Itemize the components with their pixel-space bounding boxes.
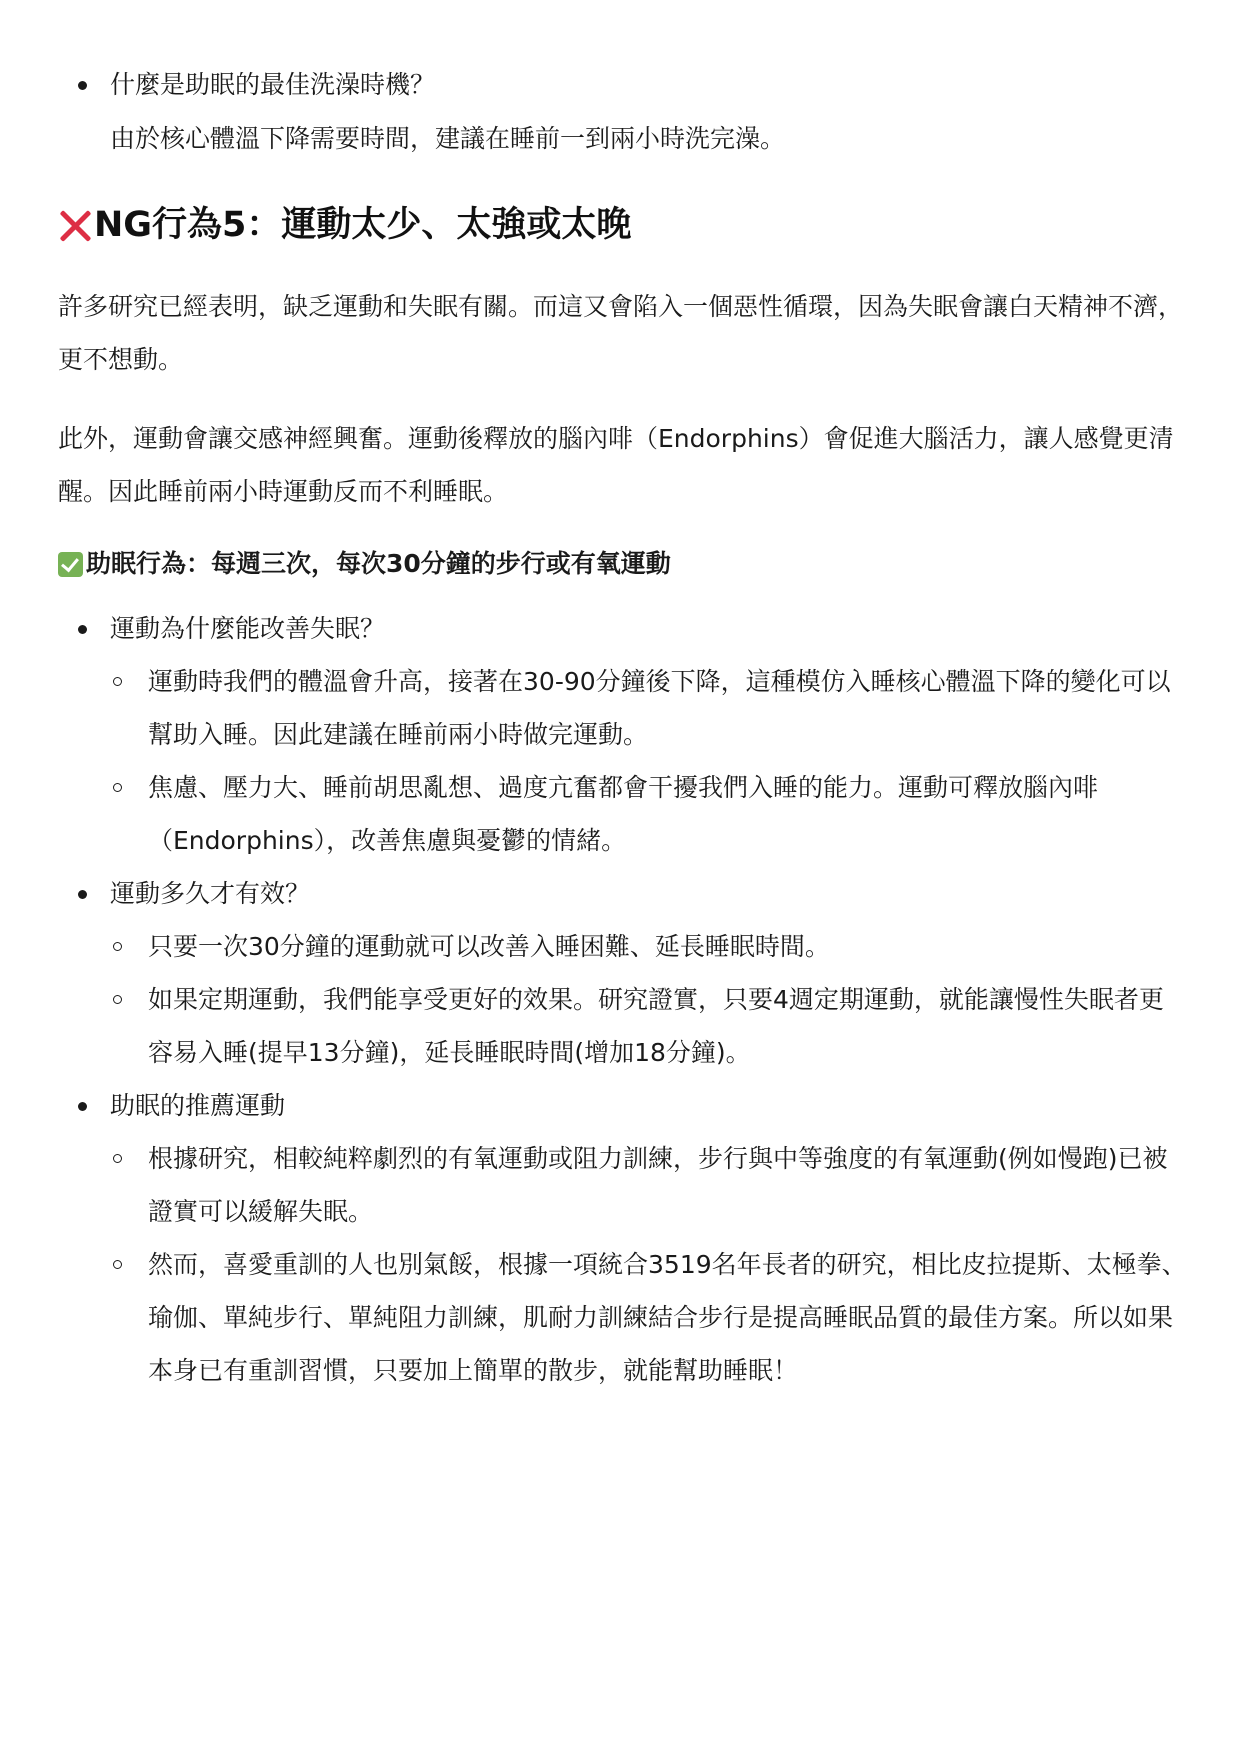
paragraph-2: 此外，運動會讓交感神經興奮。運動後釋放的腦內啡（Endorphins）會促進大腦活力，讓人感覺更清醒。因此睡前兩小時運動反而不利睡眠。 [58,424,1174,506]
sub-list-item: 只要一次30分鐘的運動就可以改善入睡困難、延長睡眠時間。 [110,920,1188,973]
sub-list-item: 根據研究，相較純粹劇烈的有氧運動或阻力訓練，步行與中等強度的有氧運動(例如慢跑)已被證實可以緩解失眠。 [110,1132,1188,1238]
tip-heading [58,544,1188,584]
sub-list [110,920,1188,1079]
sub-list-item: 運動時我們的體溫會升高，接著在30-90分鐘後下降，這種模仿入睡核心體溫下降的變化可以幫助入睡。因此建議在睡前兩小時做完運動。 [110,655,1188,761]
section-heading-text: NG行為5：運動太少、太強或太晚 [94,205,632,245]
bath-timing-question: 什麼是助眠的最佳洗澡時機？ [110,70,436,99]
exercise-list [58,602,1188,1397]
list-item [58,867,1188,1079]
sub-list-item: 然而，喜愛重訓的人也別氣餒，根據一項統合3519名年長者的研究，相比皮拉提斯、太極拳、瑜伽、單純步行、單純阻力訓練，肌耐力訓練結合步行是提高睡眠品質的最佳方案。所以如果本身已有重訓習慣，只要加上簡單的散步，就能幫助睡眠！ [110,1238,1188,1397]
bath-timing-answer: 由於核心體溫下降需要時間，建議在睡前一到兩小時洗完澡。 [110,124,786,153]
article-body [58,58,1188,1397]
list-item [58,602,1188,867]
paragraph-1: 許多研究已經表明，缺乏運動和失眠有關。而這又會陷入一個惡性循環，因為失眠會讓白天精神不濟，更不想動。 [58,292,1184,374]
list-item-label: 運動多久才有效？ [110,879,311,908]
list-item [58,58,1188,166]
list-item-label: 助眠的推薦運動 [110,1091,286,1120]
sub-list-item: 如果定期運動，我們能享受更好的效果。研究證實，只要4週定期運動，就能讓慢性失眠者更容易入睡(提早13分鐘)，延長睡眠時間(增加18分鐘)。 [110,973,1188,1079]
intro-list [58,58,1188,166]
sub-list [110,655,1188,867]
list-item-label: 運動為什麼能改善失眠？ [110,614,386,643]
tip-heading-text: 助眠行為：每週三次，每次30分鐘的步行或有氧運動 [86,549,671,578]
sub-list [110,1132,1188,1397]
section-heading [58,200,1188,250]
list-item [58,1079,1188,1397]
cross-mark-icon [58,207,92,243]
sub-list-item: 焦慮、壓力大、睡前胡思亂想、過度亢奮都會干擾我們入睡的能力。運動可釋放腦內啡（Endorphins），改善焦慮與憂鬱的情緒。 [110,761,1188,867]
check-mark-icon [58,552,83,577]
